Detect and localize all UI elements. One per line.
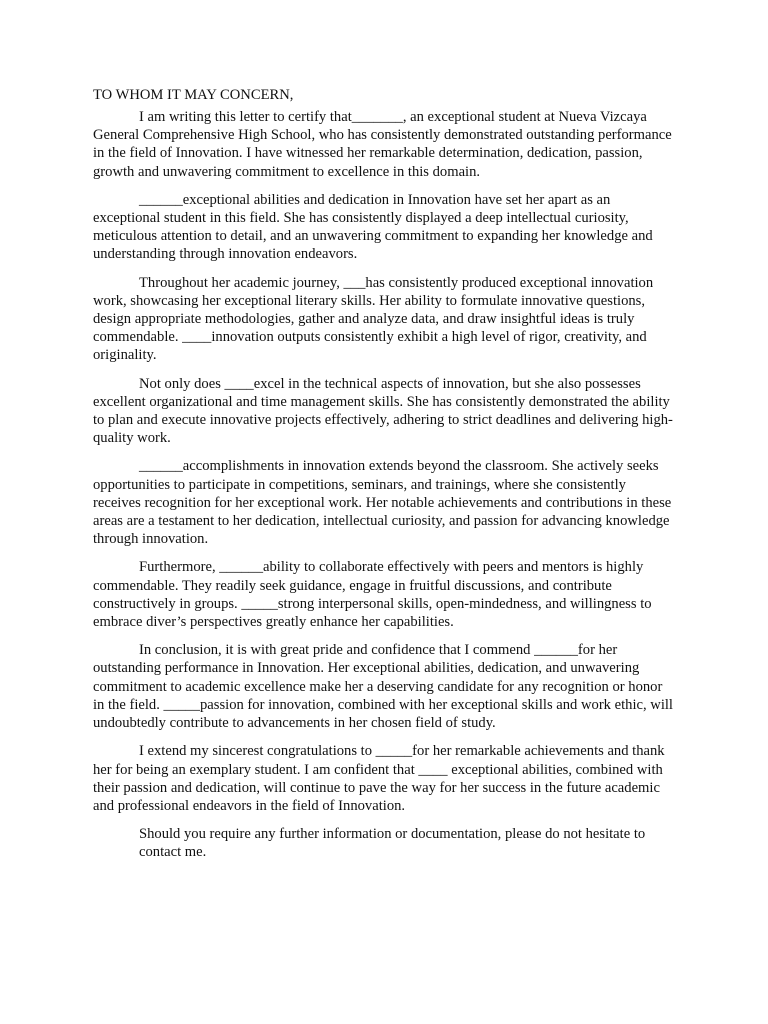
paragraph-organizational-skills: Not only does ____excel in the technical aspects of innovation, but she also possesses excellent organizational and time management skills. She has consistently demonstrated the ability to plan and execute innovative projects effectively, adhering to strict deadlines and delivering high-quality work. bbox=[93, 375, 673, 447]
letter-body bbox=[93, 86, 676, 862]
paragraph-abilities: ______exceptional abilities and dedication in Innovation have set her apart as an exceptional student in this field. She has consistently displayed a deep intellectual curiosity, meticulous attention to detail, and an unwavering commitment to expanding her knowledge and understanding through innovation endeavors. bbox=[93, 191, 653, 263]
salutation: TO WHOM IT MAY CONCERN, bbox=[93, 87, 294, 103]
paragraph-certification: I am writing this letter to certify that_______, an exceptional student at Nueva Vizcaya General Comprehensive High School, who has consistently demonstrated outstanding performance in the field of Innovation. I have witnessed her remarkable determination, dedication, passion, growth and unwavering commitment to excellence in this domain. bbox=[93, 109, 672, 180]
paragraph-conclusion: In conclusion, it is with great pride and confidence that I commend ______for her outstanding performance in Innovation. Her exceptional abilities, dedication, and unwavering commitment to academic excellence make her a deserving candidate for any recognition or honor in the field. _____passion for innovation, combined with her exceptional skills and work ethic, will undoubtedly contribute to advancements in her chosen field of study. bbox=[93, 642, 673, 732]
paragraph-accomplishments: ______accomplishments in innovation extends beyond the classroom. She actively seeks opportunities to participate in competitions, seminars, and trainings, where she consistently receives recognition for her exceptional work. Her notable achievements and contributions in these areas are a testament to her dedication, intellectual curiosity, and passion for advancing knowledge through innovation. bbox=[93, 458, 672, 548]
closing-line: Should you require any further information or documentation, please do not hesitate to contact me. bbox=[139, 826, 646, 861]
paragraph-collaboration: Furthermore, ______ability to collaborate effectively with peers and mentors is highly commendable. They readily seek guidance, engage in fruitful discussions, and contribute constructively in groups. _____strong interpersonal skills, open-mindedness, and willingness to embrace diver’s perspectives greatly enhance her capabilities. bbox=[93, 559, 652, 631]
paragraph-congratulations: I extend my sincerest congratulations to _____for her remarkable achievements and thank her for being an exemplary student. I am confident that ____ exceptional abilities, combined with their passion and dedication, will continue to pave the way for her success in the future academic and professional endeavors in the field of Innovation. bbox=[93, 743, 665, 814]
paragraph-academic-journey: Throughout her academic journey, ___has consistently produced exceptional innovation work, showcasing her exceptional literary skills. Her ability to formulate innovative questions, design appropriate methodologies, gather and analyze data, and draw insightful ideas is truly commendable. ____innovation outputs consistently exhibit a high level of rigor, creativity, and originality. bbox=[93, 274, 654, 364]
